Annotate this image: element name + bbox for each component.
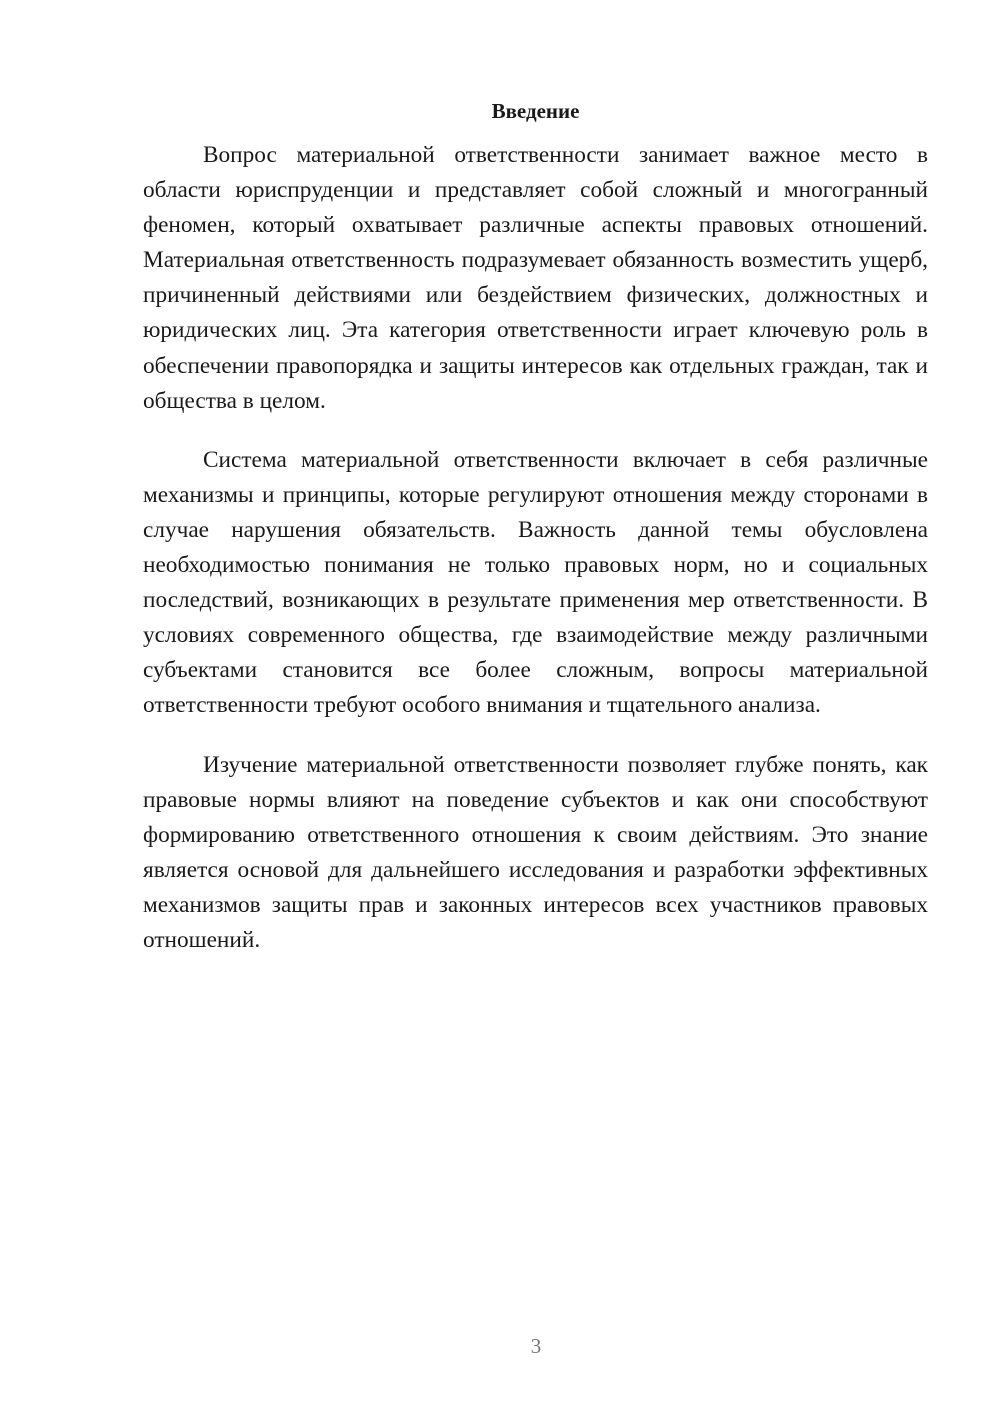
section-heading: Введение (491, 99, 580, 123)
document-page (143, 96, 928, 982)
page-number: 3 (530, 1334, 542, 1358)
paragraph-3: Изучение материальной ответственности позволяет глубже понять, как правовые нормы влияют на поведение субъектов и как они способствуют формированию ответственного отношения к своим действиям. Это знание является основой для дальнейшего исследования и разработки эффективных механизмов защиты прав и законных интересов всех участников правовых отношений. (143, 751, 928, 953)
paragraph-2: Система материальной ответственности включает в себя различные механизмы и принципы, которые регулируют отношения между сторонами в случае нарушения обязательств. Важность данной темы обусловлена необходимостью понимания не только правовых норм, но и социальных последствий, возникающих в результате применения мер ответственности. В условиях современного общества, где взаимодействие между различными субъектами становится все более сложным, вопросы материальной ответственности требуют особого внимания и тщательного анализа. (143, 446, 928, 719)
paragraph-1: Вопрос материальной ответственности занимает важное место в области юриспруденции и представляет собой сложный и многогранный феномен, который охватывает различные аспекты правовых отношений. Материальная ответственность подразумевает обязанность возместить ущерб, причиненный действиями или бездействием физических, должностных и юридических лиц. Эта категория ответственности играет ключевую роль в обеспечении правопорядка и защиты интересов как отдельных граждан, так и общества в целом. (143, 142, 928, 414)
